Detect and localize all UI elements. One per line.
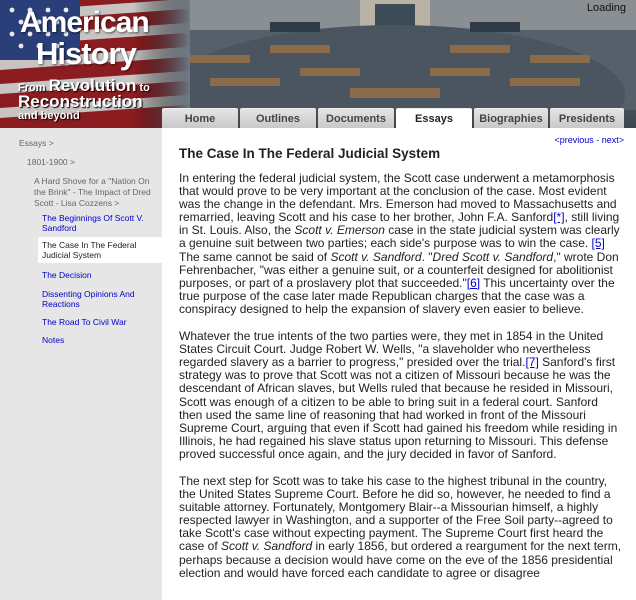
prev-next-separator: - xyxy=(593,135,602,145)
sidebar-item-beginnings[interactable]: The Beginnings Of Scott V. Sandford xyxy=(42,213,144,233)
page-title: The Case In The Federal Judicial System xyxy=(179,146,441,161)
footnote-link[interactable]: [5] xyxy=(591,236,605,251)
next-link[interactable]: next> xyxy=(601,135,624,145)
breadcrumb-essays[interactable]: Essays > xyxy=(19,138,54,148)
site-title-line1: American xyxy=(20,6,149,39)
sidebar-item-notes[interactable]: Notes xyxy=(42,335,65,345)
paragraph: The next step for Scott was to take his case to the highest tribunal in the country, the United States Supreme Court. Before he did so, however, he needed to find a suitable attorney. Fortunately, Montgomery Blair--a Missourian himself, a highly respected lawyer in Washington, and a supporter of the Free Soil party--agreed to take Scott's case without expecting payment. The Supreme Court first heard the case of Scott v. Sandford in early 1856, but ordered a reargument for the next term, perhaps because a decision would have come on the eve of the 1856 presidential election and would have forced each candidate to agree or disagree xyxy=(179,473,622,580)
sidebar-item-dissenting[interactable]: Dissenting Opinions And Reactions xyxy=(42,289,135,309)
breadcrumb-essay[interactable]: A Hard Shove for a "Nation On the Brink" - The Impact of Dred Scott - Lisa Cozzens > xyxy=(34,176,151,208)
previous-link[interactable]: <previous xyxy=(554,135,594,145)
footnote-link[interactable]: [6] xyxy=(466,275,481,290)
sidebar-item-current xyxy=(38,237,162,263)
senate-chamber-image xyxy=(150,0,636,110)
paragraph: Whatever the true intents of the two parties were, they met in 1854 in the United States Circuit Court. Judge Robert W. Wells, "a slaveholder who nevertheless regarded slavery as a barrier to progress," presided over the trial.[7] Sanford's first strategy was to prove that Scott was not a citizen of Missouri because he was the descendant of African slaves, but Wells ruled that because he resided in Missouri, Scott was enough of a citizen to be able to bring suit in a federal court. Sanford then used the same line of reasoning that had worked in front of the Missouri Supreme Court, arguing that even if Scott had gained his freedom while residing in Illinois, he had regained his slave status upon returning to Missouri. This defense proved successful once again, and the jury decided in favor of Sanford. xyxy=(179,329,618,461)
footnote-link[interactable]: [7] xyxy=(525,355,539,370)
sidebar xyxy=(0,128,162,600)
site-subtitle-line1: From Revolution to xyxy=(18,76,150,95)
tab-outlines[interactable]: Outlines xyxy=(240,108,316,128)
site-subtitle-line3: and beyond xyxy=(18,110,80,122)
article-body xyxy=(179,172,624,594)
sidebar-item-decision[interactable]: The Decision xyxy=(42,270,92,280)
tab-presidents[interactable]: Presidents xyxy=(550,108,624,128)
paragraph: In entering the federal judicial system, the Scott case underwent a metamorphosis that would prove to be very important at the conclusion of the case. Most evident was the change in the defendant. Mrs. Emerson had moved to Massachusetts and remarried, leaving Scott and his case to her brother, John F.A. Sanford[*], still living in St. Louis. Also, the Scott v. Emerson case in the state judicial system was clearly a genuine suit between two parties; each side's purpose was to win the case. [5] The same cannot be said of Scott v. Sandford. "Dred Scott v. Sandford," wrote Don Fehrenbacher, "was either a genuine suit, or a counterfeit designed for abolitionist purposes, or part of a proslavery plot that succeeded."[6] This uncertainty over the true purpose of the case later made Republican charges that the case was a conspiracy designed to help the expansion of slavery even easier to believe. xyxy=(179,171,620,316)
main-content xyxy=(162,128,636,600)
main-nav xyxy=(162,108,626,128)
loading-status: Loading xyxy=(586,2,626,14)
footnote-link[interactable]: [*] xyxy=(553,210,565,225)
breadcrumb-period[interactable]: 1801-1900 > xyxy=(27,157,75,167)
sidebar-item-road-to-war[interactable]: The Road To Civil War xyxy=(42,317,127,327)
tab-home[interactable]: Home xyxy=(162,108,238,128)
tab-documents[interactable]: Documents xyxy=(318,108,394,128)
tab-biographies[interactable]: Biographies xyxy=(474,108,548,128)
sidebar-item-current-label: The Case In The Federal Judicial System xyxy=(42,240,137,260)
site-subtitle-line2: Reconstruction xyxy=(18,92,143,111)
site-title-line2: History xyxy=(36,36,136,71)
prev-next-nav xyxy=(554,135,624,145)
tab-essays[interactable]: Essays xyxy=(396,108,472,128)
